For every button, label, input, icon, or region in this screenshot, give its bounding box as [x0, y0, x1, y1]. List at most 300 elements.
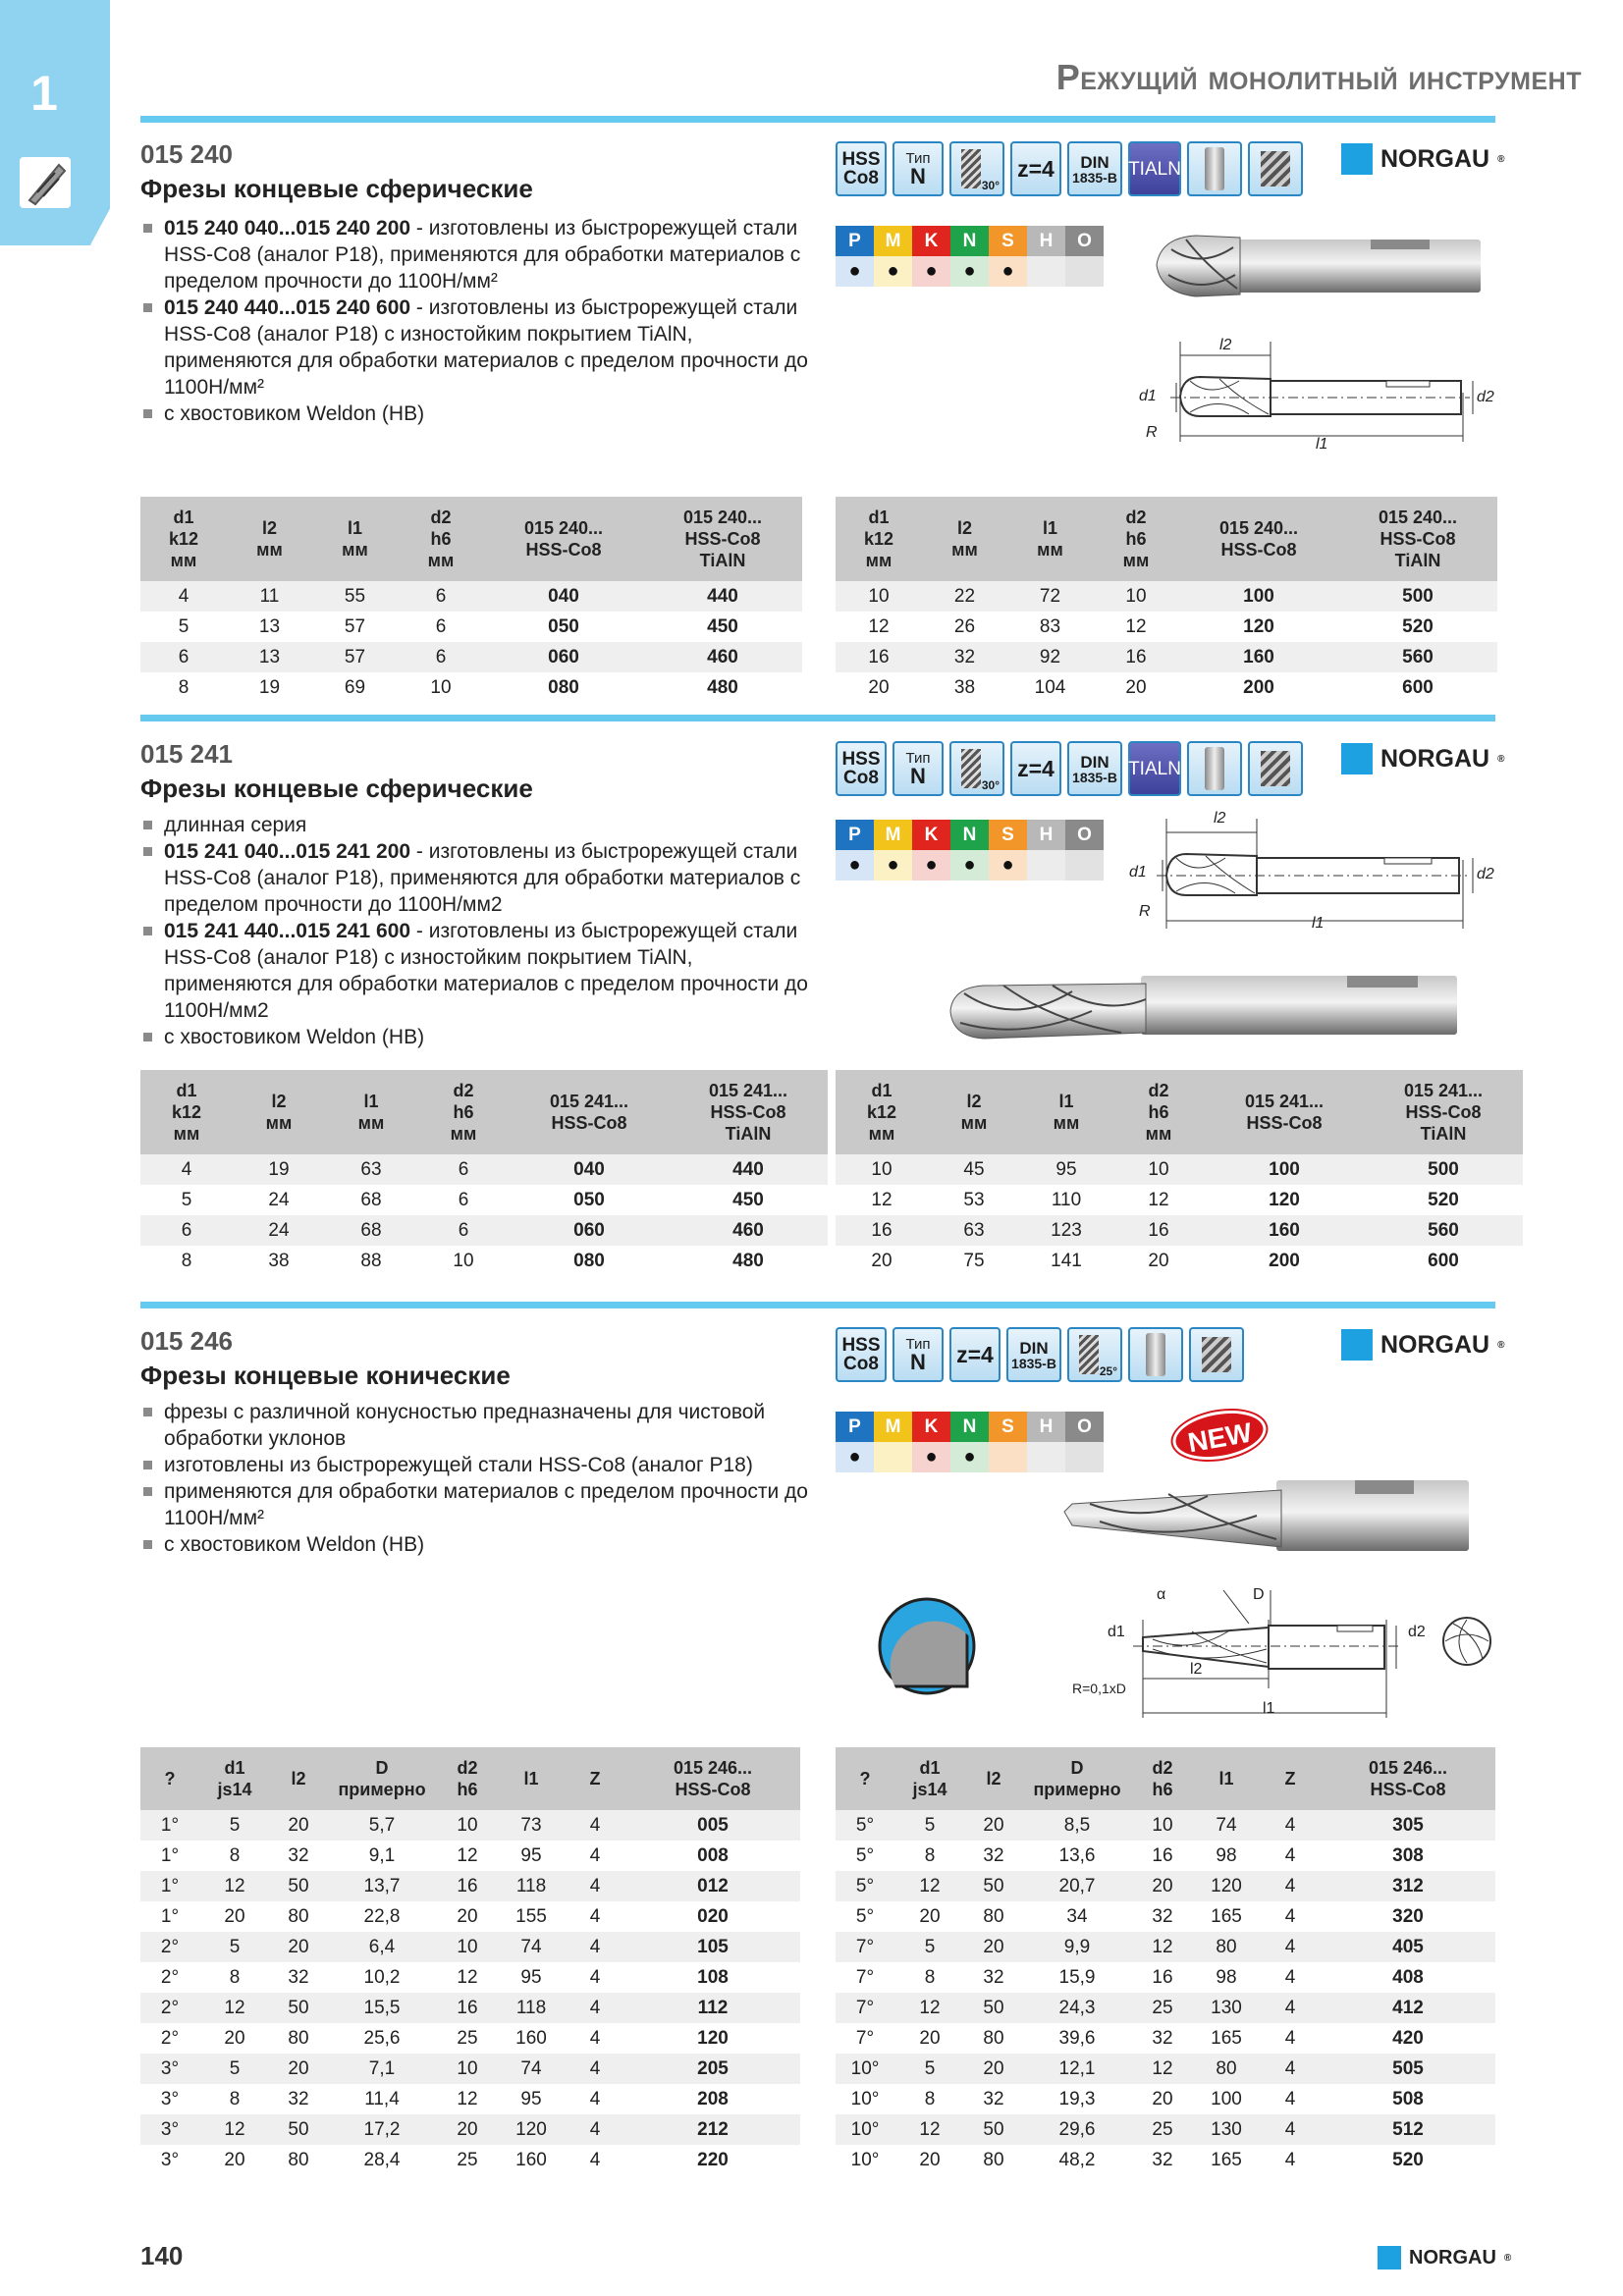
table-cell: 160	[1205, 1215, 1364, 1246]
table-cell: 4	[1284, 2027, 1296, 2049]
table-cell: 165	[1211, 2027, 1242, 2049]
table-row	[140, 642, 802, 672]
table-cell: 3°	[160, 2088, 180, 2109]
material-group-o	[1065, 226, 1104, 287]
table-header-cell: d2 h6 мм	[1093, 497, 1179, 581]
table-cell: 19	[233, 1154, 325, 1185]
milling-icon	[1248, 141, 1303, 196]
tialn-badge: TIALN	[1128, 741, 1181, 796]
dim-label-radius: R=0,1xD	[1072, 1681, 1126, 1696]
table-cell: 22,8	[363, 1905, 401, 1927]
table-cell: 5	[894, 2054, 965, 2084]
material-dot	[989, 1442, 1027, 1472]
brand-logo: NORGAU ®	[1341, 143, 1504, 175]
table-cell: 200	[1269, 1250, 1300, 1271]
dim-label-l2: l2	[1190, 1661, 1203, 1678]
table-cell: 4	[1260, 1810, 1321, 1841]
header-divider	[140, 116, 1495, 123]
table-header-cell: 015 240... HSS-Co8	[1179, 497, 1338, 581]
table-cell: 520	[1392, 2149, 1424, 2170]
table-cell: 32	[983, 1844, 1004, 1866]
table-cell: 12	[199, 2114, 270, 2145]
table-cell: 68	[360, 1189, 382, 1210]
table-cell: 100	[1179, 581, 1338, 612]
dim-label-d2: d2	[1477, 866, 1494, 882]
table-cell: 3°	[160, 2149, 180, 2170]
table-cell: 20	[1148, 1250, 1169, 1271]
dimension-drawing	[1074, 1580, 1496, 1728]
bullet-list	[140, 812, 808, 1050]
weldon-shank-icon	[1187, 741, 1242, 796]
table-header-cell: D примерно	[327, 1747, 437, 1810]
material-group-table	[836, 1412, 1104, 1472]
table-cell: 74	[498, 1932, 565, 1962]
material-group-h	[1027, 820, 1065, 881]
table-cell: 25	[457, 2149, 478, 2170]
table-cell: 20,7	[1022, 1871, 1132, 1901]
table-header-cell: 015 240... HSS-Co8 TiAlN	[643, 497, 802, 581]
material-label: M	[874, 820, 912, 850]
material-dot	[1027, 256, 1065, 287]
table-cell: 212	[625, 2114, 800, 2145]
table-cell: 10	[437, 1932, 498, 1962]
cutter-icon	[20, 157, 71, 208]
table-cell: 460	[669, 1215, 828, 1246]
material-group-h	[1027, 226, 1065, 287]
table-row	[140, 581, 802, 612]
table-cell: 12	[199, 1993, 270, 2023]
table-cell: 205	[625, 2054, 800, 2084]
table-cell: 20	[919, 1905, 941, 1927]
table-header-cell: d1 js14	[199, 1747, 270, 1810]
table-cell: 15,5	[327, 1993, 437, 2023]
material-label: N	[950, 226, 989, 256]
bullet-item: с хвостовиком Weldon (HB)	[140, 1531, 808, 1558]
material-group-k	[912, 820, 950, 881]
table-cell: 63	[325, 1154, 417, 1185]
bullet-item: с хвостовиком Weldon (HB)	[140, 400, 808, 427]
helix-angle-icon: 30°	[949, 141, 1004, 196]
table-cell: 7°	[855, 1966, 875, 1988]
table-cell: 80	[288, 2027, 309, 2049]
table-cell: 408	[1392, 1966, 1424, 1988]
table-cell: 20	[457, 1905, 478, 1927]
table-cell: 440	[643, 581, 802, 612]
table-cell: 450	[732, 1189, 764, 1210]
table-row	[140, 1841, 800, 1871]
dim-label-d2: d2	[1477, 389, 1494, 405]
table-cell: 8	[229, 1966, 241, 1988]
material-dot: ●	[950, 850, 989, 881]
table-cell: 2°	[140, 1993, 199, 2023]
material-group-m	[874, 820, 912, 881]
table-cell: 20	[224, 2027, 245, 2049]
table-cell: 11	[227, 581, 312, 612]
table-cell: 8,5	[1022, 1810, 1132, 1841]
table-cell: 560	[1338, 642, 1497, 672]
table-row	[836, 1871, 1495, 1901]
material-dot	[1065, 850, 1104, 881]
dim-label-r: R	[1146, 424, 1158, 441]
table-cell: 5,7	[327, 1810, 437, 1841]
material-group-table	[836, 820, 1104, 881]
table-cell: 53	[963, 1189, 985, 1210]
chapter-tab	[0, 0, 110, 245]
table-cell: 5	[894, 1810, 965, 1841]
material-group-n	[950, 820, 989, 881]
profile-icon	[877, 1596, 977, 1696]
material-dot	[1065, 256, 1104, 287]
table-cell: 500	[1338, 581, 1497, 612]
table-cell: 050	[573, 1189, 605, 1210]
table-header-cell: 015 240... HSS-Co8	[484, 497, 643, 581]
material-dot: ●	[836, 1442, 874, 1472]
material-label: O	[1065, 820, 1104, 850]
table-cell: 83	[1039, 615, 1061, 637]
table-cell: 20	[224, 1905, 245, 1927]
table-cell: 120	[1243, 615, 1274, 637]
material-group-s	[989, 1412, 1027, 1472]
table-header-cell: Z	[1260, 1747, 1321, 1810]
table-cell: 5	[199, 2054, 270, 2084]
table-cell: 32	[288, 2088, 309, 2109]
table-cell: 2°	[160, 2027, 180, 2049]
material-dot: ●	[874, 256, 912, 287]
table-cell: 22	[922, 581, 1007, 612]
table-cell: 12	[1132, 2054, 1193, 2084]
spec-table	[140, 1747, 800, 2175]
table-row	[836, 2023, 1495, 2054]
table-cell: 32	[983, 2088, 1004, 2109]
table-header-cell: 015 241... HSS-Co8	[1205, 1070, 1364, 1154]
table-cell: 141	[1051, 1250, 1082, 1271]
type-badge: Тип N	[893, 141, 944, 196]
table-header-cell: d1 k12 мм	[140, 497, 227, 581]
table-row	[140, 2054, 800, 2084]
table-cell: 160	[1179, 642, 1338, 672]
table-cell: 16	[836, 642, 922, 672]
material-label: S	[989, 1412, 1027, 1442]
table-cell: 95	[520, 1966, 542, 1988]
table-cell: 5°	[855, 1844, 875, 1866]
table-header-cell: d1 k12 мм	[140, 1070, 233, 1154]
table-cell: 98	[1216, 1966, 1237, 1988]
table-row	[836, 1185, 1523, 1215]
table-cell: 7°	[836, 1932, 894, 1962]
table-row	[140, 2145, 800, 2175]
table-cell: 63	[928, 1215, 1020, 1246]
spec-table-right	[836, 1070, 1523, 1276]
table-cell: 16	[437, 1871, 498, 1901]
table-cell: 6	[417, 1215, 510, 1246]
table-cell: 10	[1112, 1154, 1205, 1185]
table-cell: 060	[510, 1215, 669, 1246]
milling-icon	[1189, 1327, 1244, 1382]
dim-label-d2: d2	[1408, 1624, 1426, 1640]
table-cell: 10	[437, 2054, 498, 2084]
table-cell: 57	[312, 642, 398, 672]
table-header-cell: d1 k12 мм	[836, 1070, 928, 1154]
table-row	[836, 1215, 1523, 1246]
table-cell: 50	[270, 1993, 327, 2023]
material-group-n	[950, 226, 989, 287]
table-cell: 16	[836, 1215, 928, 1246]
table-row	[140, 1932, 800, 1962]
table-cell: 10,2	[363, 1966, 401, 1988]
table-cell: 28,4	[363, 2149, 401, 2170]
table-cell: 320	[1392, 1905, 1424, 1927]
dim-label-l1: l1	[1316, 436, 1328, 453]
bullet-item: 015 240 040...015 240 200 - изготовлены из быстрорежущей стали HSS-Co8 (аналог Р18), применяются для обработки материалов с пределом прочности до 1100Н/мм²	[140, 215, 808, 294]
brand-logo: NORGAU ®	[1341, 743, 1504, 774]
material-dot: ●	[874, 850, 912, 881]
table-row	[836, 1901, 1495, 1932]
table-header-cell: 015 246... HSS-Co8	[1321, 1747, 1495, 1810]
table-cell: 73	[498, 1810, 565, 1841]
material-group-m	[874, 1412, 912, 1472]
table-cell: 3°	[140, 2114, 199, 2145]
material-label: H	[1027, 820, 1065, 850]
section-title: Фрезы концевые сферические	[140, 174, 533, 203]
table-cell: 29,6	[1022, 2114, 1132, 2145]
table-cell: 13,6	[1058, 1844, 1096, 1866]
table-cell: 4	[589, 2027, 601, 2049]
table-cell: 130	[1193, 1993, 1260, 2023]
table-header-cell: l1 мм	[1007, 497, 1093, 581]
table-row	[836, 642, 1497, 672]
table-cell: 4	[565, 1993, 625, 2023]
bullet-list	[140, 215, 808, 427]
table-cell: 6	[140, 642, 227, 672]
table-cell: 5	[894, 1932, 965, 1962]
table-cell: 600	[1402, 676, 1434, 698]
table-cell: 012	[625, 1871, 800, 1901]
table-cell: 16	[1152, 1966, 1173, 1988]
dim-label-D: D	[1253, 1586, 1265, 1603]
table-cell: 72	[1007, 581, 1093, 612]
table-cell: 305	[1321, 1810, 1495, 1841]
table-cell: 208	[697, 2088, 729, 2109]
flutes-badge: z=4	[949, 1327, 1001, 1382]
table-cell: 50	[965, 2114, 1022, 2145]
material-dot	[874, 1442, 912, 1472]
section-divider	[140, 715, 1495, 721]
table-cell: 080	[573, 1250, 605, 1271]
table-cell: 4	[1260, 1871, 1321, 1901]
table-cell: 155	[515, 1905, 547, 1927]
spec-table	[140, 1070, 828, 1276]
table-row	[836, 1932, 1495, 1962]
milling-icon	[1248, 741, 1303, 796]
table-cell: 405	[1321, 1932, 1495, 1962]
table-cell: 12	[457, 1966, 478, 1988]
table-cell: 68	[325, 1215, 417, 1246]
table-cell: 6	[435, 615, 447, 637]
table-cell: 10°	[836, 2114, 894, 2145]
table-header-cell: l1 мм	[312, 497, 398, 581]
section-divider	[140, 1302, 1495, 1308]
material-label: K	[912, 820, 950, 850]
table-cell: 4	[1284, 2149, 1296, 2170]
material-dot: ●	[836, 850, 874, 881]
dimension-drawing	[1127, 811, 1494, 938]
material-label: H	[1027, 1412, 1065, 1442]
table-row	[836, 672, 1497, 703]
brand-logo: NORGAU ®	[1341, 1329, 1504, 1361]
table-cell: 112	[625, 1993, 800, 2023]
table-cell: 20	[965, 2054, 1022, 2084]
table-header-cell: D примерно	[1022, 1747, 1132, 1810]
table-row	[836, 1993, 1495, 2023]
material-label: M	[874, 226, 912, 256]
table-cell: 10	[836, 581, 922, 612]
table-cell: 12	[871, 1189, 893, 1210]
bullet-item: 015 241 040...015 241 200 - изготовлены из быстрорежущей стали HSS-Co8 (аналог Р18), применяются для обработки материалов с пределом прочности до 1100Н/мм2	[140, 838, 808, 918]
table-cell: 5	[178, 615, 189, 637]
table-cell: 118	[498, 1871, 565, 1901]
table-row	[140, 1871, 800, 1901]
table-cell: 11,4	[364, 2088, 400, 2109]
new-badge: NEW	[1169, 1404, 1271, 1467]
table-cell: 4	[589, 1844, 601, 1866]
table-cell: 505	[1321, 2054, 1495, 2084]
table-cell: 32	[1152, 2027, 1173, 2049]
type-badge: Тип N	[893, 741, 944, 796]
table-cell: 7,1	[327, 2054, 437, 2084]
table-cell: 80	[288, 1905, 309, 1927]
table-cell: 1°	[160, 1905, 180, 1927]
table-cell: 8	[178, 676, 189, 698]
chapter-number: 1	[30, 66, 58, 121]
table-row	[140, 672, 802, 703]
table-cell: 4	[1284, 1966, 1296, 1988]
table-header-cell: d2 h6	[437, 1747, 498, 1810]
table-cell: 25	[457, 2027, 478, 2049]
table-cell: 48,2	[1058, 2149, 1096, 2170]
bullet-item: с хвостовиком Weldon (HB)	[140, 1024, 808, 1050]
material-label: O	[1065, 1412, 1104, 1442]
helix-angle-icon: 30°	[949, 741, 1004, 796]
table-cell: 420	[1392, 2027, 1424, 2049]
table-cell: 10	[836, 1154, 928, 1185]
table-header-cell: l1 мм	[325, 1070, 417, 1154]
table-cell: 4	[1260, 2114, 1321, 2145]
table-cell: 220	[697, 2149, 729, 2170]
table-cell: 6	[458, 1189, 469, 1210]
table-cell: 5°	[836, 1810, 894, 1841]
table-cell: 200	[1243, 676, 1274, 698]
table-cell: 4	[140, 1154, 233, 1185]
material-group-n	[950, 1412, 989, 1472]
table-cell: 4	[589, 1966, 601, 1988]
material-dot	[1065, 1442, 1104, 1472]
table-cell: 13	[227, 642, 312, 672]
table-header-cell: Z	[565, 1747, 625, 1810]
table-header-cell: l1	[498, 1747, 565, 1810]
spec-table-left	[140, 1070, 828, 1276]
table-cell: 20	[919, 2027, 941, 2049]
table-cell: 100	[1205, 1154, 1364, 1185]
table-cell: 20	[224, 2149, 245, 2170]
material-group-p	[836, 820, 874, 881]
material-dot: ●	[912, 850, 950, 881]
table-cell: 508	[1392, 2088, 1424, 2109]
table-cell: 95	[520, 2088, 542, 2109]
table-cell: 12	[1132, 1932, 1193, 1962]
table-cell: 32	[1152, 2149, 1173, 2170]
spec-table-left	[140, 497, 802, 703]
table-cell: 26	[953, 615, 976, 637]
table-cell: 80	[288, 2149, 309, 2170]
table-cell: 4	[1260, 1932, 1321, 1962]
table-cell: 10°	[850, 2088, 880, 2109]
table-cell: 45	[928, 1154, 1020, 1185]
table-cell: 50	[965, 1993, 1022, 2023]
table-cell: 75	[963, 1250, 985, 1271]
table-cell: 57	[344, 615, 366, 637]
table-cell: 105	[625, 1932, 800, 1962]
table-cell: 24,3	[1022, 1993, 1132, 2023]
table-cell: 32	[288, 1844, 309, 1866]
table-cell: 12	[894, 1993, 965, 2023]
table-cell: 7°	[836, 1993, 894, 2023]
table-cell: 19,3	[1058, 2088, 1096, 2109]
hss-badge: HSS Co8	[836, 141, 887, 196]
table-cell: 1°	[160, 1844, 180, 1866]
table-cell: 120	[697, 2027, 729, 2049]
table-cell: 108	[697, 1966, 729, 1988]
table-cell: 7°	[855, 2027, 875, 2049]
table-cell: 6	[140, 1215, 233, 1246]
table-cell: 500	[1364, 1154, 1523, 1185]
badge-row	[836, 741, 1303, 796]
table-row	[140, 1154, 828, 1185]
dim-label-d1: d1	[1139, 388, 1157, 404]
table-cell: 50	[270, 1871, 327, 1901]
table-cell: 008	[697, 1844, 729, 1866]
table-cell: 20	[1125, 676, 1147, 698]
table-cell: 50	[270, 2114, 327, 2145]
table-cell: 6	[417, 1154, 510, 1185]
dim-label-l2: l2	[1219, 337, 1232, 353]
spec-table-left	[140, 1747, 800, 2175]
table-cell: 6,4	[327, 1932, 437, 1962]
table-cell: 8	[229, 1844, 241, 1866]
tialn-badge: TIALN	[1128, 141, 1181, 196]
material-group-m	[874, 226, 912, 287]
table-cell: 10	[1093, 581, 1179, 612]
table-cell: 130	[1193, 2114, 1260, 2145]
table-cell: 25,6	[363, 2027, 401, 2049]
table-row	[140, 1962, 800, 1993]
dim-label-l1: l1	[1263, 1700, 1275, 1717]
table-cell: 100	[1211, 2088, 1242, 2109]
table-cell: 32	[922, 642, 1007, 672]
table-row	[140, 2084, 800, 2114]
table-cell: 4	[1284, 2088, 1296, 2109]
table-cell: 8	[924, 1966, 936, 1988]
table-cell: 80	[1193, 2054, 1260, 2084]
table-cell: 4	[565, 2114, 625, 2145]
table-cell: 1°	[140, 1810, 199, 1841]
table-cell: 040	[484, 581, 643, 612]
table-cell: 12	[894, 1871, 965, 1901]
material-dot: ●	[950, 256, 989, 287]
table-cell: 020	[697, 1905, 729, 1927]
material-label: N	[950, 820, 989, 850]
table-row	[836, 1810, 1495, 1841]
table-header-cell: d2 h6 мм	[1112, 1070, 1205, 1154]
